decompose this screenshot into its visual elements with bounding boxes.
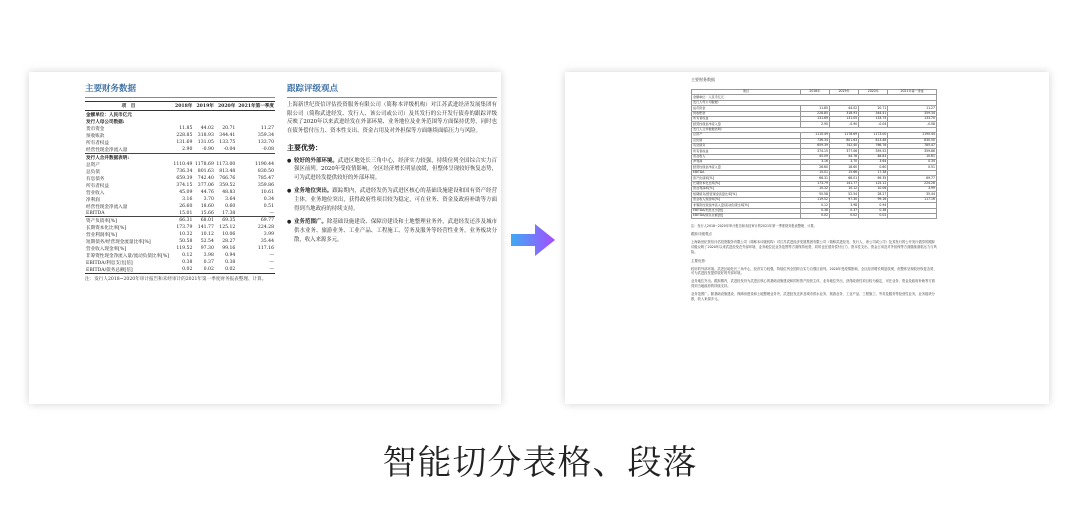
- advantage-bullet: [287, 157, 497, 183]
- table-cell: 营业利润率[%]: [86, 232, 117, 238]
- table-cell: 0.38: [800, 208, 829, 213]
- table-cell: EBITDA/利息支出[倍]: [692, 208, 801, 213]
- table-row: [85, 259, 275, 266]
- table-cell: —: [269, 260, 274, 265]
- table-cell: EBITDA/债务总额[倍]: [692, 213, 801, 218]
- table-cell: 224.28: [257, 225, 274, 230]
- table-cell: 经营性现金净流入量: [86, 204, 128, 210]
- table-cell: 所有者权益: [86, 183, 109, 189]
- advantage-paragraph: 较好的外部环境。武进区地处长三角中心，经济实力较强，持续位列全国综合实力百强区前列。2020年受疫情影响，全区经济增长明显放缓，但整体呈现较好恢复态势，可为武进经发提供较好的外部环境。: [691, 266, 937, 276]
- table-cell: 0.34: [888, 160, 937, 165]
- result-advantage-paragraphs: [691, 267, 937, 302]
- table-cell: 0.02: [193, 266, 214, 274]
- table-cell: 141.77: [197, 225, 214, 230]
- table-cell: 44.76: [829, 154, 858, 159]
- table-cell: 359.34: [257, 133, 274, 138]
- table-cell: -0.04: [859, 122, 888, 127]
- table-row: [85, 203, 275, 210]
- table-cell: 659.39: [800, 143, 829, 148]
- advantage-paragraph: 业务范围广。除基础设施建设、保障房建设和土地整理业务外，武进经发还涉及城市供水业务、旅游业务、工业产品、工程施工、劳务及服务等经营性业务，业务板块分散，收入来源多元。: [691, 291, 935, 301]
- table-cell: 66.31: [172, 217, 193, 225]
- table-cell: [888, 213, 937, 218]
- table-cell: 766.76: [859, 143, 888, 148]
- table-cell: 3.98: [829, 203, 858, 208]
- table-cell: 3.64: [859, 160, 888, 165]
- table-cell: 0.38: [182, 260, 193, 265]
- table-cell: 0.02: [800, 213, 829, 218]
- table-cell: 659.39: [176, 176, 193, 181]
- table-cell: 131.05: [829, 116, 858, 121]
- table-cell: 99.16: [859, 197, 888, 202]
- table-header-cell: 2020年: [859, 90, 888, 95]
- table-cell: 非筹资性现金净流入量/流动负债比率[%]: [86, 253, 169, 259]
- table-row: [85, 266, 275, 274]
- table-cell: 26.60: [800, 165, 829, 170]
- advantage-bullet-title: 较好的外部环境。: [294, 157, 338, 164]
- table-cell: 69.77: [888, 176, 937, 181]
- table-cell: 经营性现金净流入量: [86, 147, 128, 153]
- table-cell: 742.40: [197, 176, 214, 181]
- table-cell: 0.37: [203, 260, 214, 265]
- table-cell: 营业收入现金率[%]: [86, 246, 127, 252]
- table-cell: EBITDA/利息支出[倍]: [86, 260, 133, 266]
- table-cell: 所有者权益: [86, 140, 109, 146]
- table-cell: 0.02: [829, 213, 858, 218]
- table-cell: 2.90: [182, 147, 193, 152]
- table-cell: 318.93: [829, 111, 858, 116]
- table-cell: 10.12: [200, 232, 214, 237]
- table-header-cell: 2019年: [829, 90, 858, 95]
- table-cell: 短期债务/经营现金流量比率[%]: [86, 239, 151, 245]
- table-cell: 0.60: [859, 165, 888, 170]
- table-cell: 344.41: [859, 111, 888, 116]
- original-financial-heading: 主要财务数据: [85, 82, 275, 98]
- table-cell: 3.98: [203, 253, 214, 258]
- table-cell: 18.60: [200, 204, 214, 209]
- table-cell: 830.50: [257, 169, 274, 174]
- table-cell: 117.16: [888, 197, 937, 202]
- table-section-label: 发行人合并数据表明:: [692, 127, 937, 132]
- table-cell: 所有者权益: [692, 116, 801, 121]
- table-cell: 1178.69: [829, 133, 858, 138]
- table-cell: 359.86: [888, 149, 937, 154]
- table-cell: 10.61: [888, 154, 937, 159]
- table-cell: 131.05: [197, 140, 214, 145]
- result-opinion-heading: 跟踪评级观点: [691, 232, 712, 237]
- table-cell: 0.38: [225, 260, 236, 265]
- table-cell: 0.02: [215, 266, 236, 274]
- table-row: [85, 231, 275, 238]
- table-cell: 785.47: [257, 176, 274, 181]
- table-cell: 11.27: [260, 126, 274, 131]
- original-opinion-column: [287, 82, 497, 249]
- table-cell: 0.37: [829, 208, 858, 213]
- table-cell: 377.06: [829, 149, 858, 154]
- table-cell: 预收账款: [86, 133, 105, 139]
- table-cell: 344.41: [219, 133, 236, 138]
- table-cell: -0.90: [829, 122, 858, 127]
- table-unit-row: [85, 111, 275, 119]
- table-cell: 28.27: [222, 239, 236, 244]
- table-header-cell: 项 目: [85, 102, 172, 111]
- table-cell: 119.52: [176, 246, 193, 251]
- table-cell: 0.12: [182, 253, 193, 258]
- advantage-bullet-title: 业务范围广。: [294, 219, 327, 226]
- table-cell: 35.44: [260, 239, 274, 244]
- table-cell: 0.38: [859, 208, 888, 213]
- table-cell: 11.27: [888, 106, 937, 111]
- table-cell: 68.01: [829, 176, 858, 181]
- original-document-preview: [29, 72, 501, 404]
- table-cell: 10.06: [222, 232, 236, 237]
- table-cell: 总负债: [86, 169, 100, 175]
- table-cell: -0.08: [262, 147, 274, 152]
- original-financial-table: [85, 101, 275, 274]
- table-cell: 3.16: [800, 160, 829, 165]
- table-cell: 10.12: [829, 187, 858, 192]
- segmented-result-preview: [565, 72, 1049, 404]
- table-cell: 1190.44: [255, 162, 274, 167]
- table-cell: 营业收入: [692, 154, 801, 159]
- table-cell: EBITDA: [692, 170, 801, 175]
- table-cell: 10.32: [800, 187, 829, 192]
- table-cell: 20.71: [859, 106, 888, 111]
- table-cell: 119.52: [800, 197, 829, 202]
- table-cell: 11.85: [179, 126, 193, 131]
- original-advantage-list: [287, 157, 497, 245]
- advantage-bullet-text: 武进区地处长三角中心，经济实力较强，持续位列全国综合实力百强区前列。2020年受疫情影响，全区经济增长明显放缓，但整体呈现较好恢复态势，可为武进经发提供较好的外部环境。: [294, 157, 497, 181]
- table-cell: 1173.00: [216, 162, 236, 167]
- table-cell: -0.08: [888, 122, 937, 127]
- table-cell: 有息债务: [692, 143, 801, 148]
- table-cell: 813.48: [219, 169, 236, 174]
- advantage-paragraph: 业务地位突出。跟踪期内，武进经发仍为武进区核心的基础设施建设和国有资产经营主体，业务地位突出，获得政府性项目较为稳定，可在业务、资金及政府补助等方面得到当地政府的持续支持。: [691, 279, 935, 288]
- table-cell: 0.02: [859, 213, 888, 218]
- arrow-right-icon: [511, 222, 557, 258]
- result-opinion-paragraph: 上海新世纪资信评估投资服务有限公司（简称本评级机构）对江苏武进经济发展集团有限公司（简称武进经发、发行人、该公司或公司）及其发行的公开发行债券的跟踪评级反映了2020年以来武进经发在外部环境、业务地位及业务范围等方面保持优势，同时也在债务偿付压力、资本性支出、资金占用及对外担保等方面继续面临压力与风险。: [691, 240, 937, 254]
- table-row: [85, 238, 275, 245]
- table-cell: 2.90: [800, 122, 829, 127]
- table-cell: 3.99: [263, 232, 274, 237]
- table-cell: 净利润: [86, 197, 100, 203]
- table-cell: 97.30: [829, 197, 858, 202]
- table-cell: 374.15: [800, 149, 829, 154]
- original-advantage-heading: 主要优势：: [287, 142, 322, 152]
- table-cell: 813.48: [859, 138, 888, 143]
- table-section-label: 发行人母公司数据:: [692, 100, 937, 105]
- table-cell: 经营性现金净流入量: [692, 122, 801, 127]
- table-cell: 801.63: [197, 169, 214, 174]
- table-cell: 141.77: [829, 181, 858, 186]
- table-cell: 1190.44: [888, 133, 937, 138]
- table-cell: 0.02: [172, 266, 193, 274]
- table-cell: 69.35: [215, 217, 236, 225]
- table-cell: 44.76: [200, 190, 214, 195]
- table-cell: 99.16: [222, 246, 236, 251]
- table-cell: 15.01: [800, 170, 829, 175]
- table-cell: 10.32: [179, 232, 193, 237]
- table-row: [85, 168, 275, 175]
- table-cell: 3.70: [829, 160, 858, 165]
- table-cell: 11.85: [800, 106, 829, 111]
- table-cell: 45.09: [800, 154, 829, 159]
- table-section-label: 金额单位：人民币亿元: [86, 112, 132, 118]
- table-header-cell: 2021年第一季度: [888, 90, 937, 95]
- feature-caption: 智能切分表格、段落: [382, 443, 698, 483]
- table-section-label: 发行人合并数据表明:: [85, 154, 275, 162]
- table-cell: 374.15: [176, 183, 193, 188]
- table-cell: 173.79: [800, 181, 829, 186]
- table-cell: 预收账款: [692, 111, 801, 116]
- table-row: [85, 217, 275, 225]
- table-cell: 736.34: [176, 169, 193, 174]
- table-cell: 69.35: [859, 176, 888, 181]
- table-cell: 785.47: [888, 143, 937, 148]
- table-cell: 17.38: [222, 210, 236, 216]
- table-cell: 0.51: [263, 204, 274, 209]
- segmented-content: [691, 77, 937, 301]
- table-row: [85, 175, 275, 182]
- table-cell: 18.60: [829, 165, 858, 170]
- table-cell: 48.83: [859, 154, 888, 159]
- table-cell: EBITDA/债务总额[倍]: [85, 266, 172, 274]
- table-cell: 44.02: [829, 106, 858, 111]
- table-cell: 45.09: [179, 190, 193, 195]
- table-cell: 总资产: [86, 162, 100, 168]
- table-header-cell: 2018年: [800, 90, 829, 95]
- table-cell: 173.79: [176, 225, 193, 230]
- table-row: [85, 125, 275, 132]
- table-cell: 20.71: [222, 126, 236, 131]
- table-cell: 52.54: [200, 239, 214, 244]
- advantage-bullet: [287, 218, 497, 244]
- table-header-cell: 2020年: [215, 102, 236, 111]
- table-cell: 830.50: [888, 138, 937, 143]
- table-cell: 125.12: [859, 181, 888, 186]
- table-cell: 非筹资性现金净流入量/流动负债比率[%]: [692, 203, 801, 208]
- result-advantage-heading: 主要优势：: [691, 258, 709, 263]
- table-cell: —: [236, 266, 275, 274]
- table-cell: 1178.69: [194, 162, 214, 167]
- advantage-bullet: [287, 187, 497, 213]
- table-cell: 359.86: [257, 183, 274, 188]
- table-cell: 52.54: [829, 192, 858, 197]
- advantage-bullet-text: 跟踪期内，武进经发仍为武进区核心的基础设施建设和国有资产经营主体，业务地位突出，获得政府性项目较为稳定，可在业务、资金及政府补助等方面得到当地政府的持续支持。: [294, 188, 497, 212]
- table-cell: 117.16: [257, 246, 274, 251]
- table-cell: 50.58: [179, 239, 193, 244]
- table-cell: 228.85: [176, 133, 193, 138]
- table-cell: 有息债务: [86, 176, 105, 182]
- table-section-row: [85, 118, 275, 125]
- table-cell: 68.01: [193, 217, 214, 225]
- table-row: [85, 146, 275, 154]
- table-cell: 359.34: [888, 111, 937, 116]
- table-cell: 131.69: [800, 116, 829, 121]
- table-cell: 28.27: [859, 192, 888, 197]
- table-cell: 短期债务/经营现金流量比率[%]: [692, 192, 801, 197]
- table-cell: 131.69: [176, 140, 193, 145]
- table-cell: 3.99: [888, 187, 937, 192]
- table-cell: 133.75: [219, 140, 236, 145]
- table-cell: 0.34: [263, 197, 274, 202]
- table-section-label: 发行人母公司数据:: [86, 119, 125, 125]
- table-cell: 0.12: [800, 203, 829, 208]
- table-cell: —: [269, 253, 274, 258]
- table-cell: 50.58: [800, 192, 829, 197]
- table-cell: 1173.00: [859, 133, 888, 138]
- original-opinion-paragraph: 上海新世纪资信评估投资服务有限公司（简称本评级机构）对江苏武进经济发展集团有限公司（简称武进经发、发行人、该公司或公司）及其发行的公开发行债券的跟踪评级反映了2020年以来武进经发在外部环境、业务地位及业务范围等方面保持优势，同时也在债务偿付压力、资本性支出、资金占用及对外担保等方面继续面临压力与风险。: [287, 102, 497, 134]
- table-cell: 15.66: [829, 170, 858, 175]
- table-cell: 10.61: [260, 190, 274, 195]
- result-table-title: 主要财务数据: [691, 77, 715, 82]
- table-cell: 133.75: [859, 116, 888, 121]
- table-cell: 359.52: [219, 183, 236, 188]
- table-cell: 133.70: [888, 116, 937, 121]
- table-cell: 1110.49: [800, 133, 829, 138]
- table-cell: -0.04: [223, 147, 236, 152]
- table-cell: 44.02: [200, 126, 214, 131]
- table-row: [692, 213, 937, 218]
- table-cell: 经营性现金净流入量: [692, 165, 801, 170]
- original-table-note: 注：发行人2018~2020年审计报告和未经审计的2021年第一季度财务报表整理、计算。: [85, 277, 267, 282]
- table-cell: 801.63: [829, 138, 858, 143]
- table-cell: EBITDA: [86, 210, 105, 216]
- table-cell: 货币资金: [86, 126, 105, 132]
- table-row: [85, 132, 275, 139]
- original-financial-column: [85, 82, 275, 283]
- table-cell: 总资产: [692, 133, 801, 138]
- table-cell: 资产负债率[%]: [85, 217, 172, 225]
- table-row: [85, 139, 275, 146]
- table-cell: 17.38: [859, 170, 888, 175]
- table-cell: 10.06: [859, 187, 888, 192]
- table-cell: 377.06: [197, 183, 214, 188]
- table-row: [85, 161, 275, 168]
- table-row: [85, 245, 275, 252]
- table-cell: 营业利润率[%]: [692, 187, 801, 192]
- table-cell: —: [269, 210, 274, 216]
- table-cell: 66.31: [800, 176, 829, 181]
- table-cell: 3.16: [182, 197, 193, 202]
- table-cell: 228.85: [800, 111, 829, 116]
- table-cell: 营业收入现金率[%]: [692, 197, 801, 202]
- table-row: [85, 252, 275, 259]
- table-cell: 15.01: [179, 210, 193, 216]
- table-row: [85, 196, 275, 203]
- table-cell: 224.28: [888, 181, 937, 186]
- table-cell: 48.83: [222, 190, 236, 195]
- table-cell: 3.70: [203, 197, 214, 202]
- table-cell: 净利润: [692, 160, 801, 165]
- table-cell: 所有者权益: [692, 149, 801, 154]
- table-cell: 长期资本化比率[%]: [692, 181, 801, 186]
- table-cell: 3.64: [225, 197, 236, 202]
- table-header-cell: 2019年: [193, 102, 214, 111]
- table-cell: 766.76: [219, 176, 236, 181]
- original-opinion-heading: 跟踪评级观点: [287, 82, 497, 98]
- table-cell: 359.52: [859, 149, 888, 154]
- table-header-cell: 2021年第一季度: [236, 102, 275, 111]
- table-cell: 总负债: [692, 138, 801, 143]
- result-table-note: 注：发行人2018~2020年审计报告和未经审计的2021年第一季度财务报表整理、计算。: [691, 224, 817, 229]
- table-cell: 0.60: [225, 204, 236, 209]
- table-cell: 0.94: [859, 203, 888, 208]
- table-cell: 318.93: [197, 133, 214, 138]
- table-header-cell: 项目: [692, 90, 801, 95]
- table-cell: 营业收入: [86, 190, 105, 196]
- table-cell: 货币资金: [692, 106, 801, 111]
- table-cell: 长期资本化比率[%]: [86, 225, 127, 231]
- advantage-bullet-text: 除基础设施建设、保障房建设和土地整理业务外，武进经发还涉及城市供水业务、旅游业务、工业产品、工程施工、劳务及服务等经营性业务，业务板块分散，收入来源多元。: [294, 219, 497, 243]
- table-row: [85, 189, 275, 196]
- table-cell: -0.90: [202, 147, 214, 152]
- table-cell: 97.30: [200, 246, 214, 251]
- table-section-label: 金额单位：人民币亿元: [692, 95, 937, 100]
- table-cell: 15.66: [200, 210, 214, 216]
- table-cell: 125.12: [219, 225, 236, 230]
- table-cell: 资产负债率[%]: [692, 176, 801, 181]
- table-section-row: [85, 154, 275, 162]
- result-financial-table: [691, 89, 937, 219]
- table-cell: 736.34: [800, 138, 829, 143]
- table-cell: 742.40: [829, 143, 858, 148]
- table-row: [85, 224, 275, 231]
- table-cell: 26.60: [179, 204, 193, 209]
- table-header-cell: 2018年: [172, 102, 193, 111]
- table-cell: 0.51: [888, 165, 937, 170]
- table-cell: 1110.49: [173, 162, 193, 167]
- table-cell: 69.77: [236, 217, 275, 225]
- table-cell: 0.94: [225, 253, 236, 258]
- advantage-bullet-title: 业务地位突出。: [294, 188, 333, 195]
- table-cell: 35.44: [888, 192, 937, 197]
- table-cell: 133.70: [257, 140, 274, 145]
- table-row: [85, 182, 275, 189]
